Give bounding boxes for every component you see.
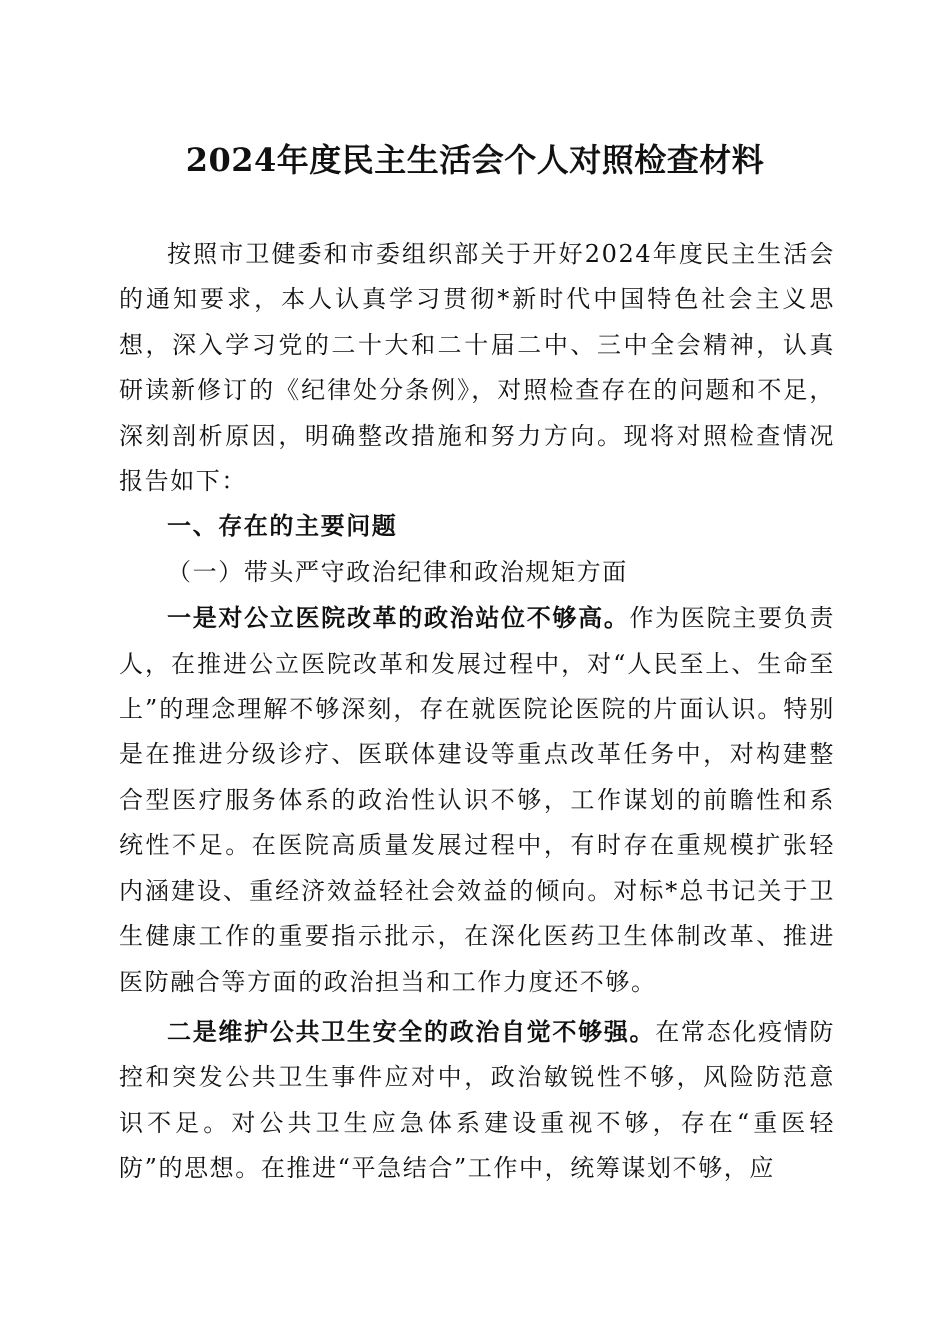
point-one-body: 作为医院主要负责人，在推进公立医院改革和发展过程中，对“人民至上、生命至上”的理念理解不够深刻，存在就医院论医院的片面认识。特别是在推进分级诊疗、医联体建设等重点改革任务中，对构建整合型医疗服务体系的政治性认识不够，工作谋划的前瞻性和系统性不足。在医院高质量发展过程中，有时存在重规模扩张轻内涵建设、重经济效益轻社会效益的倾向。对标*总书记关于卫生健康工作的重要指示批示，在深化医药卫生体制改革、推进医防融合等方面的政治担当和工作力度还不够。	[119, 604, 835, 996]
point-two-body: 在常态化疫情防控和突发公共卫生事件应对中，政治敏锐性不够，风险防范意识不足。对公共卫生应急体系建设重视不够，存在“重医轻防”的思想。在推进“平急结合”工作中，统筹谋划不够，应	[119, 1017, 835, 1183]
intro-paragraph: 按照市卫健委和市委组织部关于开好2024年度民主生活会的通知要求，本人认真学习贯彻*新时代中国特色社会主义思想，深入学习党的二十大和二十届二中、三中全会精神，认真研读新修订的《纪律处分条例》，对照检查存在的问题和不足，深刻剖析原因，明确整改措施和努力方向。现将对照检查情况报告如下：	[119, 240, 835, 496]
document-title: 2024年度民主生活会个人对照检查材料	[185, 141, 765, 179]
point-two-lead: 二是维护公共卫生安全的政治自觉不够强。	[167, 1016, 656, 1046]
point-one-paragraph	[119, 595, 835, 1005]
document-body	[119, 232, 835, 1192]
section-heading-problems: 一、存在的主要问题	[167, 512, 398, 541]
point-one-lead: 一是对公立医院改革的政治站位不够高。	[167, 603, 630, 633]
subsection-heading-political-discipline: （一）带头严守政治纪律和政治规矩方面	[167, 557, 628, 586]
point-two-paragraph	[119, 1009, 835, 1192]
